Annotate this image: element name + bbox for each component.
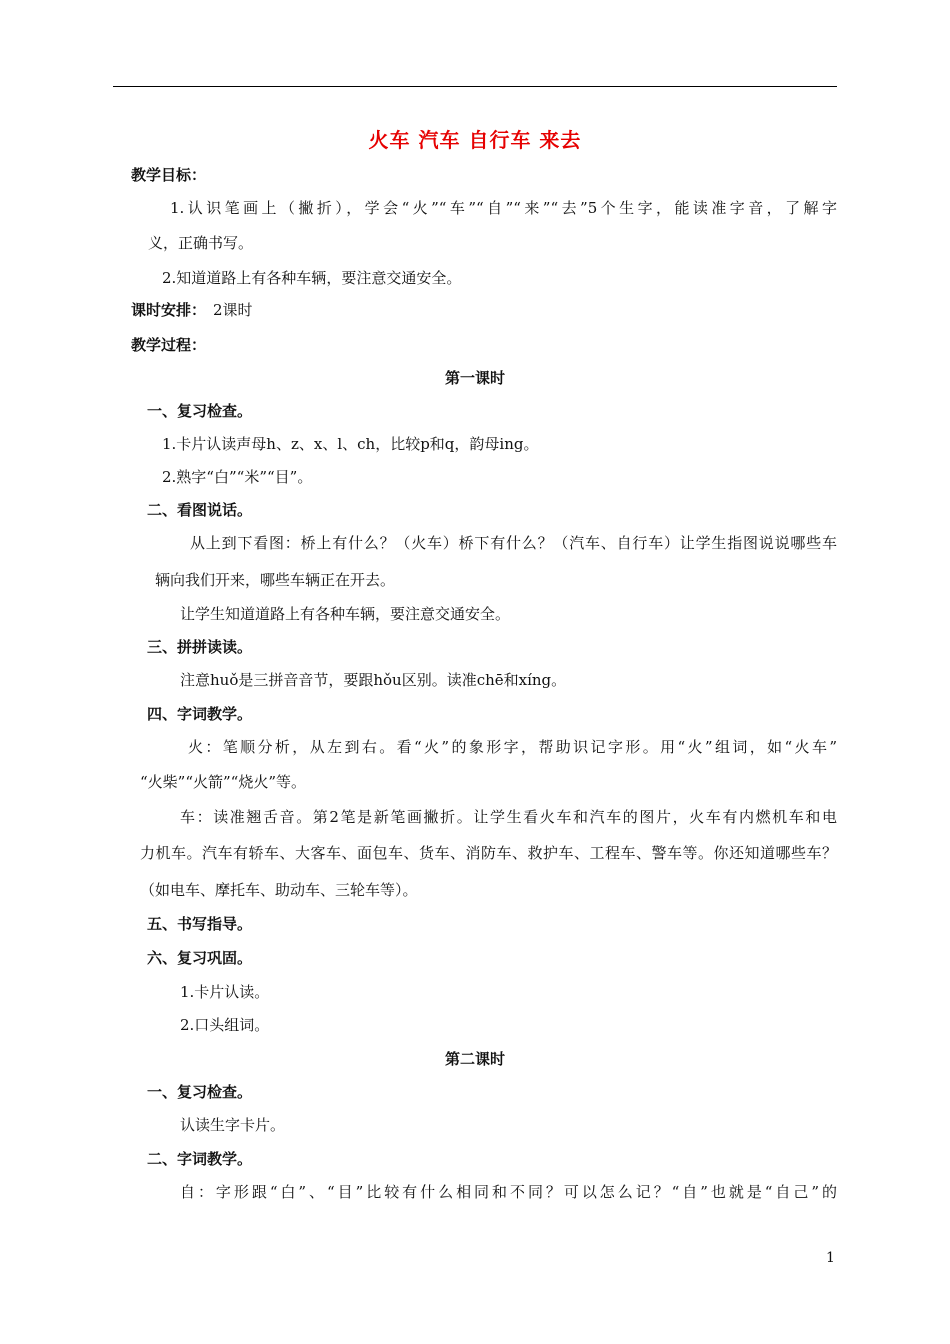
step-heading: 三、拼拼读读。 bbox=[147, 638, 253, 656]
paragraph-line: 1.卡片认读。 bbox=[180, 983, 270, 1001]
paragraph-line: 认读生字卡片。 bbox=[180, 1116, 286, 1134]
lesson-1-heading: 第一课时 bbox=[444, 369, 505, 387]
step-heading: 二、字词教学。 bbox=[147, 1150, 253, 1168]
schedule-value: 2课时 bbox=[213, 301, 253, 319]
paragraph-line: 自：字形跟“白”、“目”比较有什么相同和不同？可以怎么记？“自”也就是“自己”的 bbox=[180, 1183, 837, 1201]
step-heading: 五、书写指导。 bbox=[147, 915, 253, 933]
step-heading: 四、字词教学。 bbox=[147, 705, 253, 723]
section-heading-goals: 教学目标： bbox=[131, 166, 207, 184]
goal-1-line-2: 义，正确书写。 bbox=[148, 234, 254, 252]
paragraph-line: 注意huǒ是三拼音音节，要跟hǒu区别。读准chē和xíng。 bbox=[180, 671, 567, 689]
page-title: 火车 汽车 自行车 来去 bbox=[368, 128, 582, 152]
paragraph-line: （如电车、摩托车、助动车、三轮车等）。 bbox=[140, 881, 418, 899]
paragraph-line: 力机车。汽车有轿车、大客车、面包车、货车、消防车、救护车、工程车、警车等。你还知道哪些车？ bbox=[140, 844, 837, 862]
paragraph-line: 从上到下看图：桥上有什么？（火车）桥下有什么？（汽车、自行车）让学生指图说说哪些车 bbox=[190, 534, 837, 552]
paragraph-line: 1.卡片认读声母h、z、x、l、ch，比较p和q，韵母ing。 bbox=[162, 435, 539, 453]
goal-1-line-1: 1.认识笔画上（撇折），学会“火”“车”“自”“来”“去”5个生字，能读准字音，了解字 bbox=[170, 199, 837, 217]
header-rule bbox=[113, 86, 837, 87]
schedule-label: 课时安排： bbox=[131, 301, 207, 319]
paragraph-line: 2.熟字“白”“米”“目”。 bbox=[162, 468, 313, 486]
step-heading: 一、复习检查。 bbox=[147, 1083, 253, 1101]
section-heading-process: 教学过程： bbox=[131, 336, 207, 354]
paragraph-line: “火柴”“火箭”“烧火”等。 bbox=[140, 773, 307, 791]
lesson-2-heading: 第二课时 bbox=[444, 1050, 505, 1068]
paragraph-line: 2.口头组词。 bbox=[180, 1016, 270, 1034]
paragraph-line: 辆向我们开来，哪些车辆正在开去。 bbox=[155, 571, 396, 589]
paragraph-line: 让学生知道道路上有各种车辆，要注意交通安全。 bbox=[180, 605, 511, 623]
step-heading: 一、复习检查。 bbox=[147, 402, 253, 420]
step-heading: 二、看图说话。 bbox=[147, 501, 253, 519]
step-heading: 六、复习巩固。 bbox=[147, 949, 253, 967]
paragraph-line: 车：读准翘舌音。第2笔是新笔画撇折。让学生看火车和汽车的图片，火车有内燃机车和电 bbox=[180, 808, 837, 826]
goal-2: 2.知道道路上有各种车辆，要注意交通安全。 bbox=[162, 269, 462, 287]
page-number: 1 bbox=[826, 1250, 835, 1266]
paragraph-line: 火：笔顺分析，从左到右。看“火”的象形字，帮助识记字形。用“火”组词，如“火车” bbox=[188, 738, 837, 756]
